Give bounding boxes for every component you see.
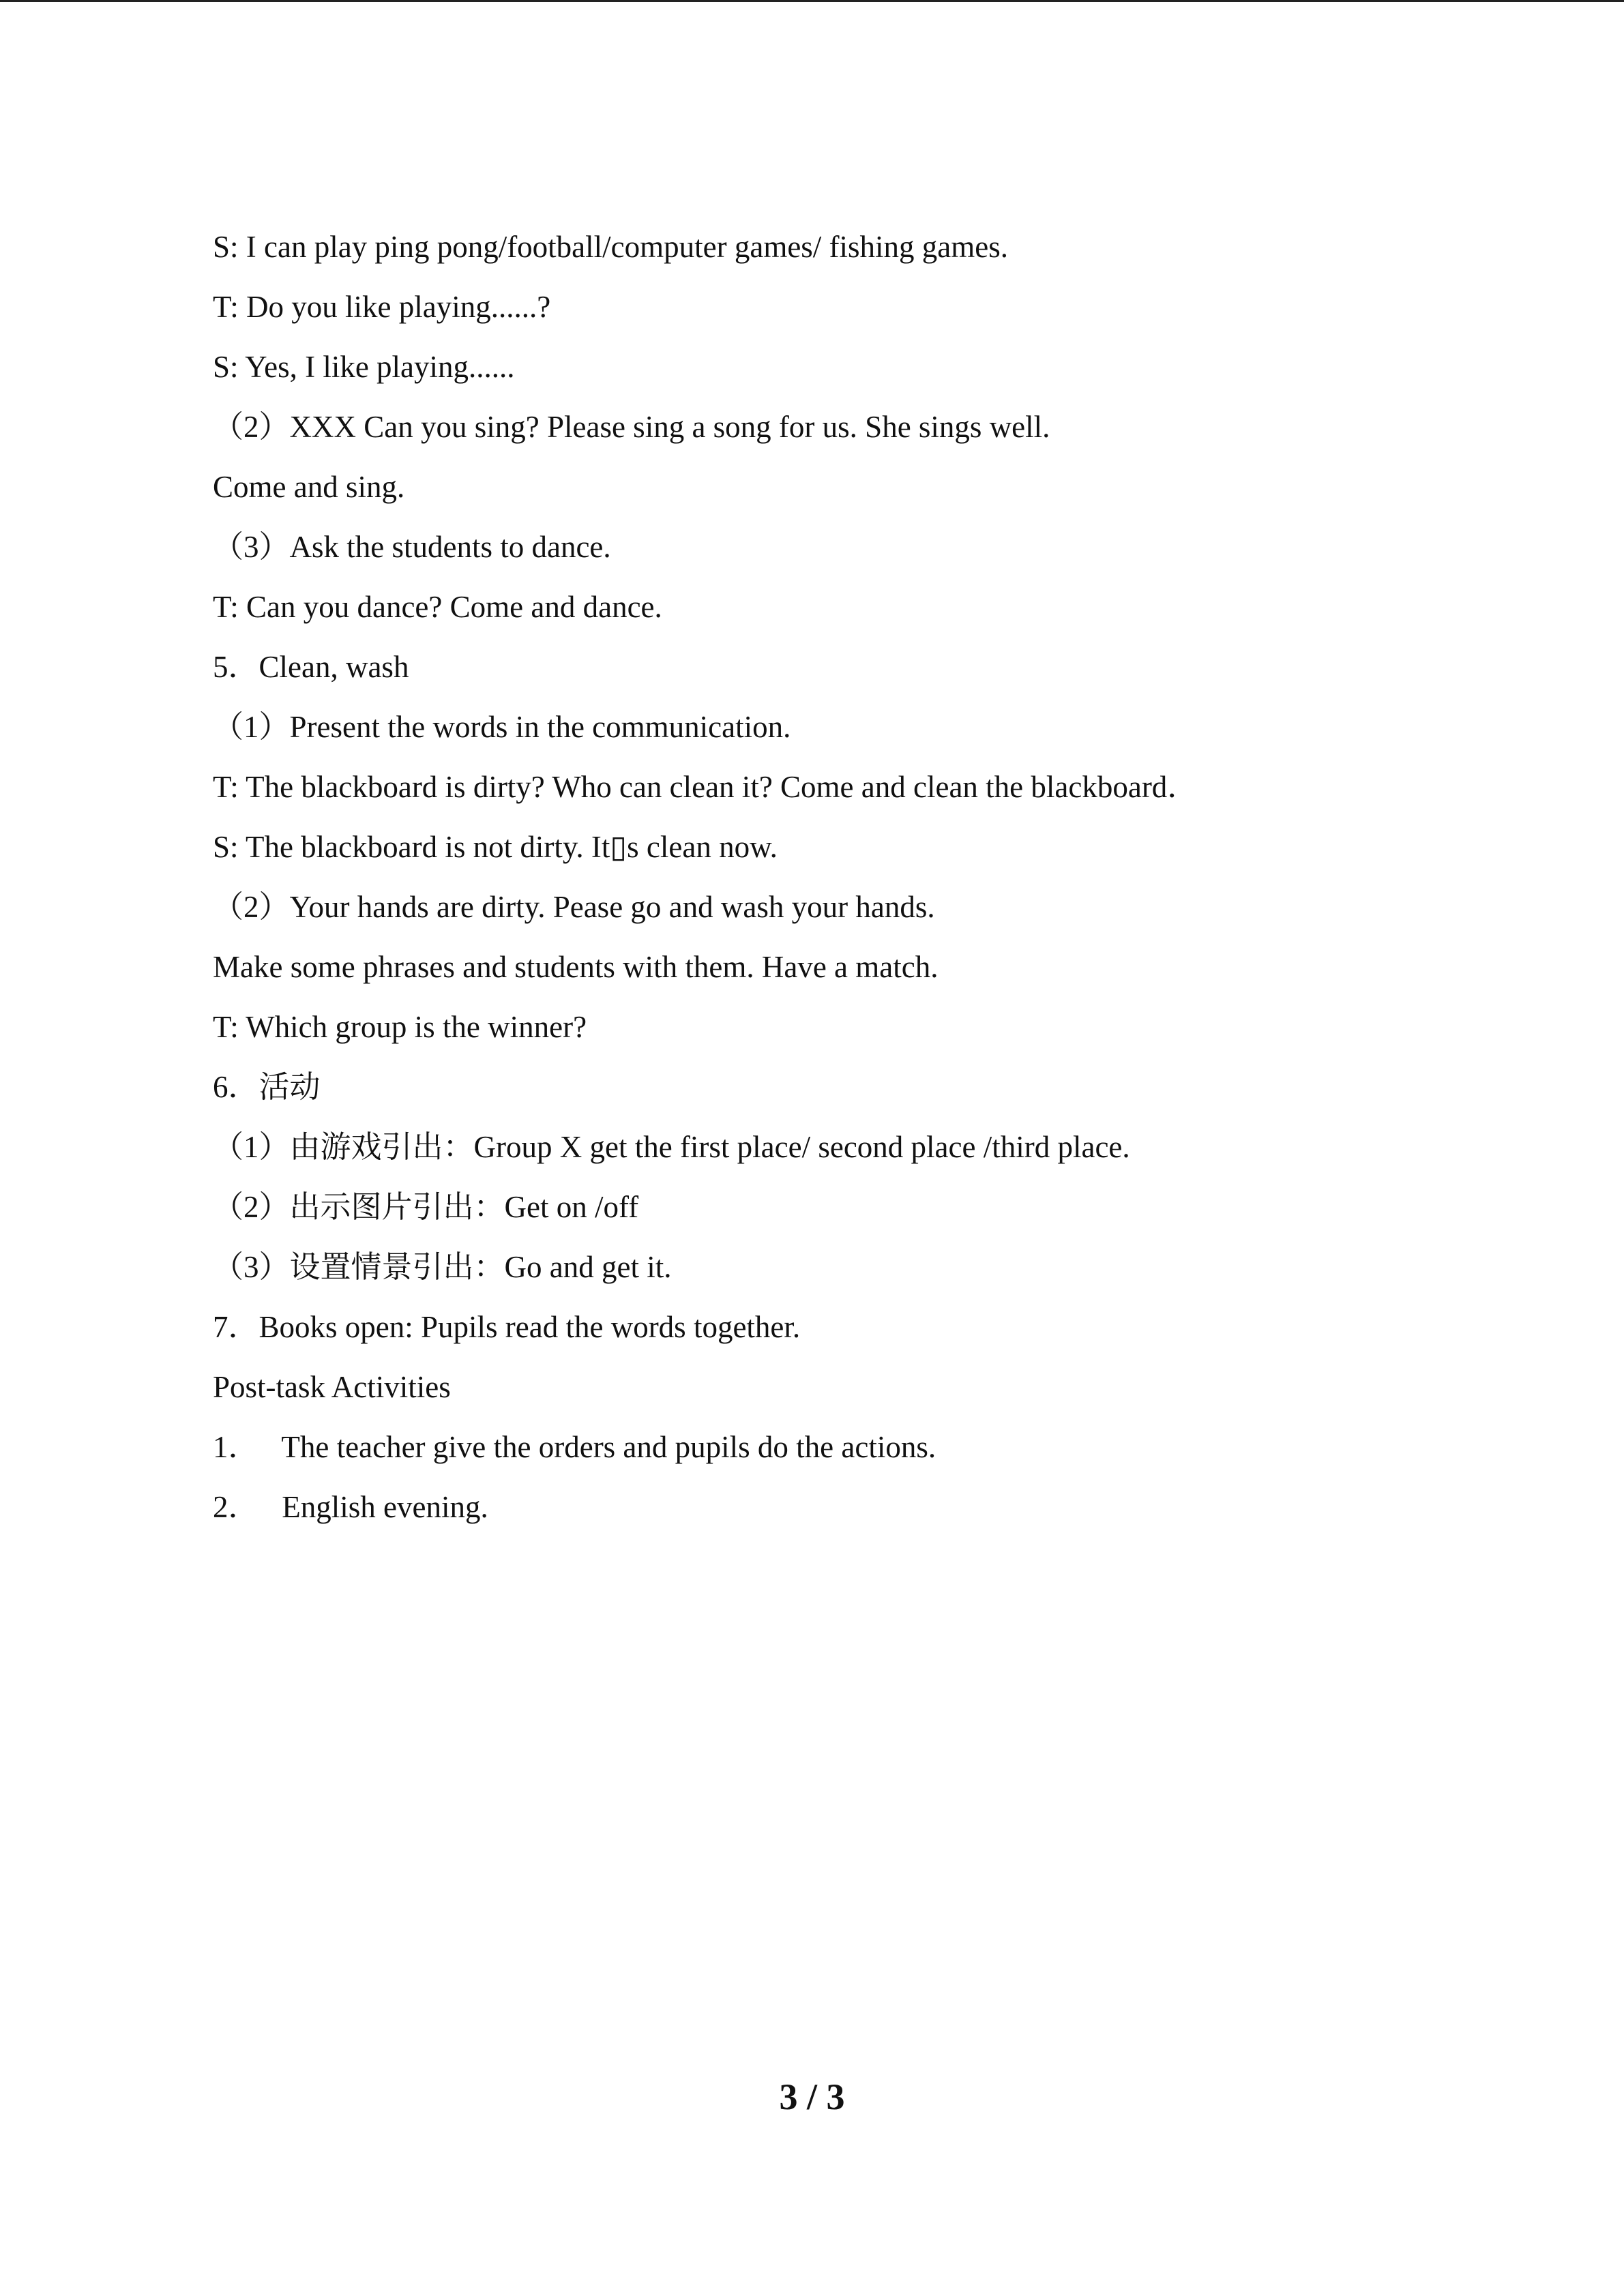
list-item: 2． English evening. — [213, 1490, 488, 1524]
document-body — [213, 217, 1509, 1537]
section-heading: 5．Clean, wash — [213, 650, 409, 684]
text-line: Come and sing. — [213, 470, 405, 504]
list-item: 1． The teacher give the orders and pupils do the actions. — [213, 1430, 936, 1464]
top-border-line — [0, 0, 1624, 2]
page-number: 3 / 3 — [779, 2076, 845, 2117]
section-heading: 7．Books open: Pupils read the words together. — [213, 1310, 801, 1344]
section-heading: 6．活动 — [213, 1070, 321, 1104]
text-line: S: The blackboard is not dirty. It▯s clean now. — [213, 830, 778, 864]
text-line: S: I can play ping pong/football/computer games/ fishing games. — [213, 230, 1009, 264]
text-line: （3）Ask the students to dance. — [213, 530, 611, 564]
text-line: T: The blackboard is dirty? Who can clean it? Come and clean the blackboard． — [213, 770, 1198, 804]
text-line: T: Can you dance? Come and dance. — [213, 590, 662, 624]
text-line: （2）Your hands are dirty. Pease go and wash your hands. — [213, 890, 935, 924]
text-line: （3）设置情景引出：Go and get it. — [213, 1250, 672, 1284]
text-line: （1）由游戏引出：Group X get the first place/ second place /third place. — [213, 1130, 1130, 1164]
text-line: S: Yes, I like playing...... — [213, 350, 515, 384]
section-heading: Post-task Activities — [213, 1370, 451, 1404]
text-line: Make some phrases and students with them. Have a match. — [213, 950, 939, 984]
text-line: T: Which group is the winner? — [213, 1010, 587, 1044]
text-line: （1）Present the words in the communication. — [213, 710, 791, 744]
text-line: T: Do you like playing......? — [213, 290, 551, 324]
text-line: （2）XXX Can you sing? Please sing a song for us. She sings well. — [213, 410, 1050, 444]
text-line: （2）出示图片引出：Get on /off — [213, 1190, 639, 1224]
